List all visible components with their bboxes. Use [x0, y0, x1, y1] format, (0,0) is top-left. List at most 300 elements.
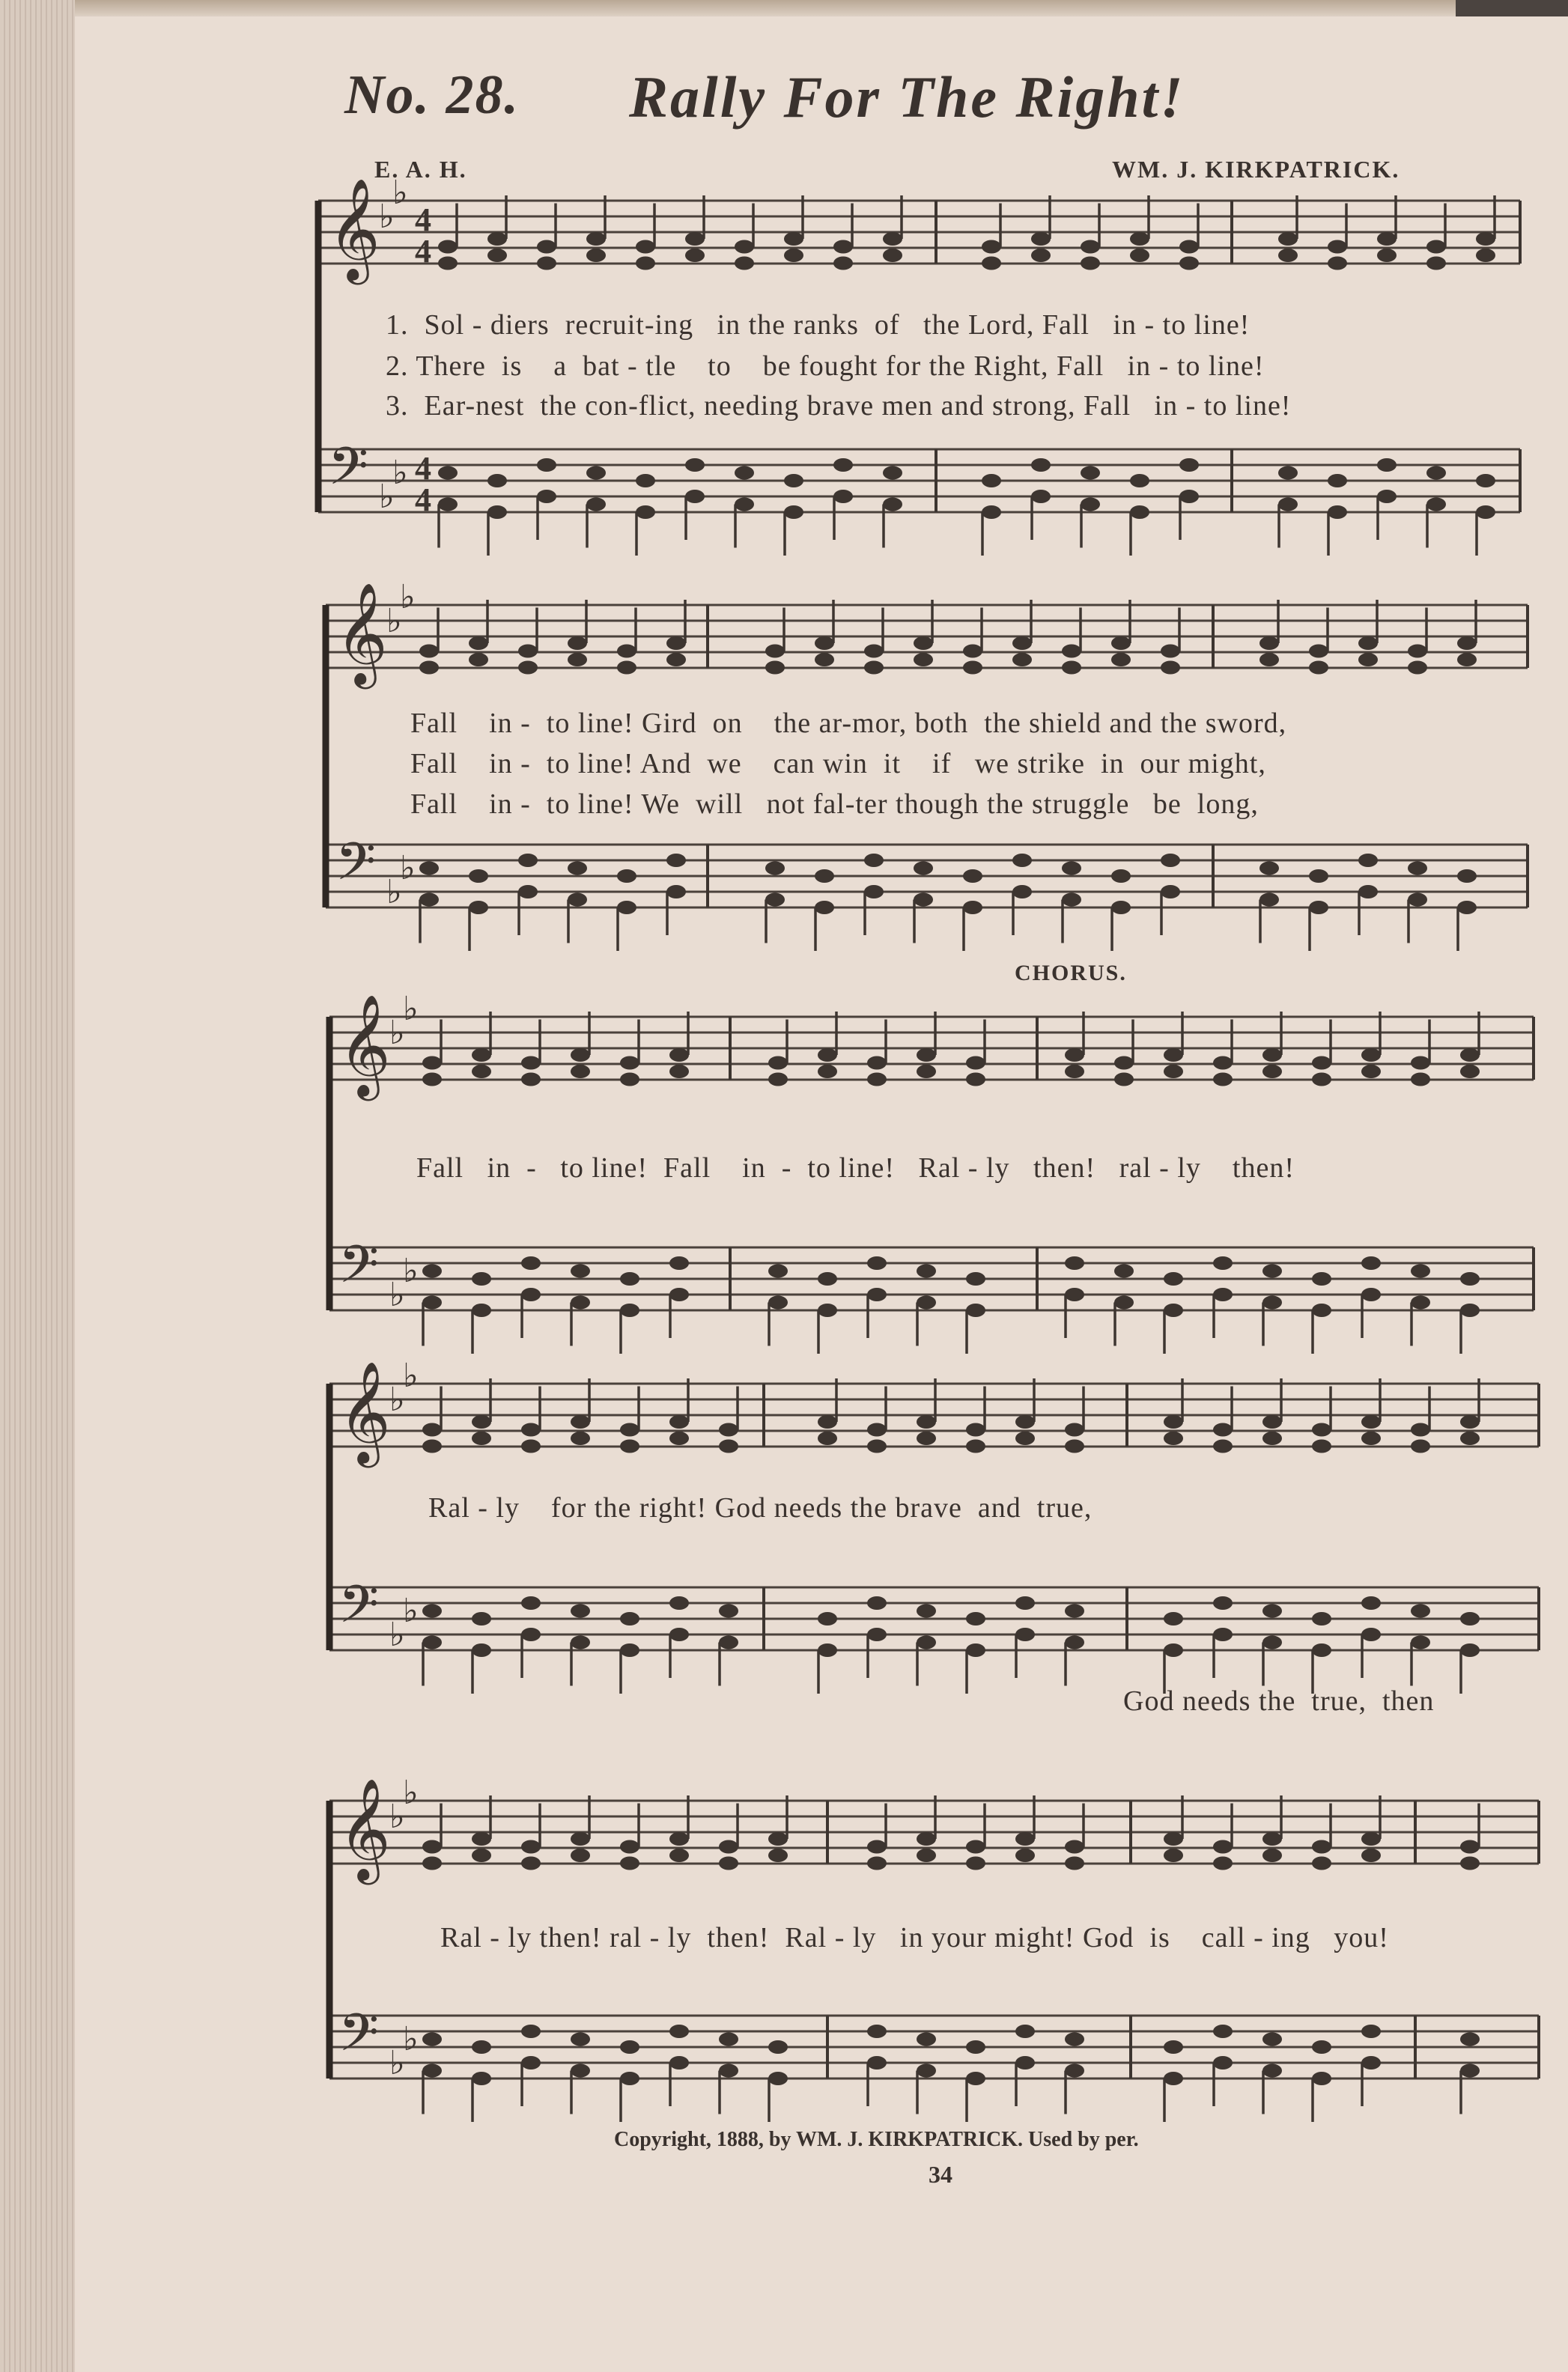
notehead-treble-upper-system-3-14 [1164, 1048, 1183, 1062]
notehead-treble-system-2-18 [1358, 653, 1378, 666]
notehead-bass-lower-system-5-14 [1164, 2072, 1183, 2085]
notehead-bass-system-2-11 [963, 869, 982, 883]
notehead-treble-upper-system-1-5 [636, 240, 655, 254]
notehead-bass-lower-system-1-3 [537, 490, 556, 503]
notehead-treble-system-1-2 [487, 249, 507, 262]
notehead-treble-upper-system-5-17 [1312, 1840, 1331, 1854]
time-signature-top-system-1-treble: 4 [415, 201, 431, 238]
notehead-treble-system-2-15 [1161, 661, 1180, 675]
notehead-bass-system-5-15 [1213, 2025, 1233, 2038]
lyric-verse-3-line-1: 3. Ear-nest the con-flict, needing brave men and strong, Fall in - to line! [386, 390, 1292, 422]
flat-sign-b-system-3-bass: ♭ [389, 1276, 405, 1314]
notehead-bass-system-4-11 [966, 1612, 985, 1626]
time-signature-bottom-system-1-treble: 4 [415, 233, 431, 270]
bass-clef-icon-system-3: 𝄢 [338, 1234, 380, 1307]
notehead-bass-lower-system-3-9 [867, 1288, 887, 1301]
notehead-treble-upper-system-5-4 [571, 1832, 590, 1846]
lyric-verse-2-line-1: 2. There is a bat - tle to be fought for the Right, Fall in - to line! [386, 350, 1265, 382]
notehead-treble-system-4-9 [867, 1440, 887, 1453]
notehead-bass-lower-system-5-9 [867, 2056, 887, 2070]
notehead-bass-system-1-5 [636, 474, 655, 487]
notehead-bass-system-2-3 [518, 854, 538, 867]
flat-sign-b-system-2-treble: ♭ [386, 602, 402, 640]
flat-sign-e-system-1-treble: ♭ [392, 174, 408, 212]
flat-sign-e-system-4-treble: ♭ [403, 1357, 419, 1395]
notehead-treble-upper-system-3-12 [1065, 1048, 1084, 1062]
flat-sign-b-system-4-treble: ♭ [389, 1381, 405, 1419]
hymn-number: No. 28. [344, 64, 520, 126]
flat-sign-e-system-5-treble: ♭ [403, 1774, 419, 1812]
notehead-treble-upper-system-5-8 [768, 1832, 788, 1846]
notehead-bass-system-3-8 [818, 1272, 837, 1286]
notehead-bass-system-4-4 [571, 1605, 590, 1618]
notehead-treble-system-2-11 [963, 661, 982, 675]
notehead-bass-system-4-10 [917, 1605, 936, 1618]
notehead-treble-system-2-20 [1457, 653, 1477, 666]
notehead-bass-lower-system-2-12 [1012, 885, 1032, 898]
notehead-treble-system-1-13 [1081, 257, 1100, 270]
treble-clef-icon-system-1: 𝄞 [328, 177, 380, 280]
notehead-treble-system-2-8 [815, 653, 834, 666]
notehead-bass-lower-system-3-16 [1262, 1296, 1282, 1310]
notehead-treble-upper-system-2-19 [1408, 645, 1427, 658]
notehead-treble-system-5-5 [620, 1857, 639, 1870]
notehead-treble-system-5-12 [1015, 1849, 1035, 1862]
lyric-chorus-line-3: Ral - ly then! ral - ly then! Ral - ly in your might! God is call - ing you! [440, 1922, 1389, 1953]
notehead-treble-upper-system-2-9 [864, 645, 884, 658]
flat-sign-b-system-5-bass: ♭ [389, 2044, 405, 2082]
notehead-bass-system-4-7 [719, 1605, 738, 1618]
notehead-treble-upper-system-3-4 [571, 1048, 590, 1062]
notehead-bass-system-1-14 [1130, 474, 1149, 487]
notehead-bass-lower-system-1-4 [586, 498, 606, 511]
notehead-bass-lower-system-5-16 [1262, 2064, 1282, 2078]
notehead-treble-system-4-8 [818, 1432, 837, 1445]
notehead-treble-system-2-9 [864, 661, 884, 675]
notehead-treble-system-1-9 [833, 257, 853, 270]
treble-clef-icon-system-3: 𝄞 [338, 993, 391, 1096]
notehead-treble-upper-system-5-13 [1065, 1840, 1084, 1854]
notehead-bass-system-1-2 [487, 474, 507, 487]
flat-sign-e-system-3-treble: ♭ [403, 990, 419, 1028]
notehead-treble-upper-system-5-2 [472, 1832, 491, 1846]
notehead-treble-upper-system-4-6 [669, 1415, 689, 1429]
notehead-treble-system-3-11 [966, 1073, 985, 1086]
notehead-bass-system-1-17 [1328, 474, 1347, 487]
notehead-treble-system-1-17 [1328, 257, 1347, 270]
notehead-treble-system-4-18 [1361, 1432, 1381, 1445]
notehead-treble-upper-system-2-1 [419, 645, 439, 658]
notehead-bass-system-3-4 [571, 1265, 590, 1278]
notehead-bass-lower-system-5-11 [966, 2072, 985, 2085]
notehead-bass-system-2-12 [1012, 854, 1032, 867]
notehead-bass-lower-system-3-6 [669, 1288, 689, 1301]
notehead-bass-lower-system-1-2 [487, 505, 507, 519]
notehead-bass-system-5-1 [422, 2033, 442, 2046]
notehead-bass-system-1-19 [1426, 466, 1446, 480]
notehead-treble-system-1-15 [1179, 257, 1199, 270]
notehead-bass-system-1-4 [586, 466, 606, 480]
notehead-treble-system-4-4 [571, 1432, 590, 1445]
notehead-bass-lower-system-2-1 [419, 893, 439, 907]
notehead-bass-lower-system-4-10 [917, 1636, 936, 1649]
notehead-bass-lower-system-1-14 [1130, 505, 1149, 519]
notehead-bass-lower-system-1-8 [784, 505, 803, 519]
notehead-bass-lower-system-4-7 [719, 1636, 738, 1649]
notehead-bass-system-1-11 [982, 474, 1001, 487]
notehead-treble-upper-system-4-10 [917, 1415, 936, 1429]
notehead-bass-lower-system-5-7 [719, 2064, 738, 2078]
bass-clef-icon-system-4: 𝄢 [338, 1574, 380, 1647]
notehead-treble-system-1-5 [636, 257, 655, 270]
notehead-bass-lower-system-1-7 [735, 498, 754, 511]
notehead-bass-system-5-7 [719, 2033, 738, 2046]
notehead-bass-system-1-6 [685, 458, 705, 472]
notehead-bass-lower-system-2-2 [469, 901, 488, 914]
notehead-bass-system-1-16 [1278, 466, 1298, 480]
notehead-bass-lower-system-4-14 [1164, 1643, 1183, 1657]
notehead-treble-system-4-14 [1164, 1432, 1183, 1445]
notehead-treble-system-3-2 [472, 1065, 491, 1078]
bass-clef-icon-system-5: 𝄢 [338, 2002, 380, 2076]
notehead-treble-system-4-12 [1015, 1432, 1035, 1445]
notehead-bass-lower-system-4-2 [472, 1643, 491, 1657]
notehead-bass-lower-system-5-17 [1312, 2072, 1331, 2085]
notehead-treble-system-2-14 [1111, 653, 1131, 666]
flat-sign-b-system-1-treble: ♭ [379, 198, 395, 236]
notehead-bass-lower-system-4-1 [422, 1636, 442, 1649]
notehead-bass-lower-system-2-17 [1309, 901, 1328, 914]
notehead-treble-upper-system-4-11 [966, 1423, 985, 1437]
notehead-treble-upper-system-1-18 [1377, 232, 1397, 246]
notehead-treble-system-4-7 [719, 1440, 738, 1453]
notehead-treble-system-3-4 [571, 1065, 590, 1078]
notehead-bass-system-4-17 [1312, 1612, 1331, 1626]
notehead-treble-system-5-3 [521, 1857, 541, 1870]
notehead-bass-system-1-7 [735, 466, 754, 480]
flat-sign-b-system-1-bass: ♭ [379, 478, 395, 516]
notehead-treble-system-2-19 [1408, 661, 1427, 675]
notehead-treble-system-4-2 [472, 1432, 491, 1445]
notehead-bass-lower-system-3-20 [1460, 1304, 1480, 1317]
notehead-bass-system-4-20 [1460, 1612, 1480, 1626]
notehead-treble-system-4-15 [1213, 1440, 1233, 1453]
notehead-bass-lower-system-2-9 [864, 885, 884, 898]
notehead-treble-upper-system-2-7 [765, 645, 785, 658]
notehead-bass-lower-system-1-12 [1031, 490, 1051, 503]
notehead-treble-upper-system-3-16 [1262, 1048, 1282, 1062]
notehead-treble-system-3-12 [1065, 1065, 1084, 1078]
notehead-bass-lower-system-3-13 [1114, 1296, 1134, 1310]
notehead-treble-system-2-3 [518, 661, 538, 675]
flat-sign-e-system-1-bass: ♭ [392, 454, 408, 492]
notehead-bass-system-3-7 [768, 1265, 788, 1278]
notehead-bass-lower-system-4-13 [1065, 1636, 1084, 1649]
notehead-treble-upper-system-5-19 [1460, 1840, 1480, 1854]
notehead-bass-system-5-17 [1312, 2040, 1331, 2054]
notehead-treble-upper-system-2-16 [1259, 636, 1279, 650]
notehead-treble-upper-system-3-7 [768, 1056, 788, 1070]
notehead-treble-system-1-1 [438, 257, 458, 270]
notehead-treble-upper-system-4-15 [1213, 1423, 1233, 1437]
notehead-treble-upper-system-5-11 [966, 1840, 985, 1854]
notehead-treble-upper-system-3-20 [1460, 1048, 1480, 1062]
lyric-verse-1-line-1: 1. Sol - diers recruit-ing in the ranks of the Lord, Fall in - to line! [386, 309, 1251, 341]
notehead-treble-system-1-12 [1031, 249, 1051, 262]
notehead-bass-system-2-19 [1408, 862, 1427, 875]
notehead-bass-system-1-9 [833, 458, 853, 472]
notehead-bass-lower-system-4-3 [521, 1628, 541, 1641]
notehead-bass-system-3-10 [917, 1265, 936, 1278]
notehead-treble-upper-system-1-20 [1476, 232, 1495, 246]
notehead-bass-lower-system-1-13 [1081, 498, 1100, 511]
notehead-bass-lower-system-2-6 [666, 885, 686, 898]
notehead-bass-lower-system-5-6 [669, 2056, 689, 2070]
notehead-treble-upper-system-5-14 [1164, 1832, 1183, 1846]
notehead-bass-system-2-20 [1457, 869, 1477, 883]
notehead-bass-system-3-6 [669, 1256, 689, 1270]
notehead-bass-lower-system-4-12 [1015, 1628, 1035, 1641]
notehead-bass-lower-system-5-2 [472, 2072, 491, 2085]
notehead-bass-system-4-16 [1262, 1605, 1282, 1618]
notehead-treble-system-5-18 [1361, 1849, 1381, 1862]
notehead-bass-system-4-15 [1213, 1596, 1233, 1610]
notehead-bass-lower-system-1-11 [982, 505, 1001, 519]
notehead-treble-upper-system-2-10 [914, 636, 933, 650]
notehead-bass-lower-system-3-3 [521, 1288, 541, 1301]
notehead-treble-upper-system-4-8 [818, 1415, 837, 1429]
notehead-bass-lower-system-1-18 [1377, 490, 1397, 503]
notehead-bass-system-4-6 [669, 1596, 689, 1610]
notehead-treble-upper-system-2-11 [963, 645, 982, 658]
notehead-bass-lower-system-5-13 [1065, 2064, 1084, 2078]
notehead-treble-upper-system-5-18 [1361, 1832, 1381, 1846]
flat-sign-e-system-2-bass: ♭ [400, 849, 416, 887]
notehead-bass-lower-system-5-8 [768, 2072, 788, 2085]
lyric-verse-3-line-2: Fall in - to line! We will not fal-ter though the struggle be long, [410, 788, 1259, 820]
notehead-treble-upper-system-4-2 [472, 1415, 491, 1429]
notehead-bass-system-5-5 [620, 2040, 639, 2054]
notehead-bass-system-5-8 [768, 2040, 788, 2054]
notehead-treble-upper-system-5-3 [521, 1840, 541, 1854]
notehead-bass-lower-system-4-16 [1262, 1636, 1282, 1649]
notehead-bass-lower-system-2-18 [1358, 885, 1378, 898]
notehead-bass-system-3-9 [867, 1256, 887, 1270]
flat-sign-b-system-3-treble: ♭ [389, 1014, 405, 1052]
notehead-treble-system-5-6 [669, 1849, 689, 1862]
notehead-bass-system-2-2 [469, 869, 488, 883]
notehead-treble-system-1-19 [1426, 257, 1446, 270]
notehead-treble-upper-system-2-2 [469, 636, 488, 650]
notehead-treble-upper-system-2-13 [1062, 645, 1081, 658]
notehead-treble-system-5-17 [1312, 1857, 1331, 1870]
notehead-treble-upper-system-2-12 [1012, 636, 1032, 650]
notehead-bass-system-4-19 [1411, 1605, 1430, 1618]
notehead-bass-lower-system-1-5 [636, 505, 655, 519]
notehead-treble-upper-system-2-8 [815, 636, 834, 650]
notehead-treble-upper-system-5-12 [1015, 1832, 1035, 1846]
notehead-bass-system-2-6 [666, 854, 686, 867]
notehead-bass-system-3-13 [1114, 1265, 1134, 1278]
notehead-bass-system-1-18 [1377, 458, 1397, 472]
notehead-treble-system-2-16 [1259, 653, 1279, 666]
notehead-bass-lower-system-5-5 [620, 2072, 639, 2085]
notehead-treble-upper-system-1-13 [1081, 240, 1100, 254]
notehead-bass-lower-system-2-14 [1111, 901, 1131, 914]
notehead-treble-upper-system-4-17 [1312, 1423, 1331, 1437]
notehead-treble-system-4-19 [1411, 1440, 1430, 1453]
notehead-bass-lower-system-2-16 [1259, 893, 1279, 907]
notehead-treble-system-3-13 [1114, 1073, 1134, 1086]
notehead-treble-upper-system-4-12 [1015, 1415, 1035, 1429]
notehead-treble-system-1-3 [537, 257, 556, 270]
notehead-treble-upper-system-1-11 [982, 240, 1001, 254]
notehead-bass-system-3-15 [1213, 1256, 1233, 1270]
notehead-treble-system-5-14 [1164, 1849, 1183, 1862]
notehead-treble-upper-system-5-10 [917, 1832, 936, 1846]
lyricist-credit: E. A. H. [374, 156, 467, 183]
notehead-treble-upper-system-1-6 [685, 232, 705, 246]
notehead-bass-system-2-14 [1111, 869, 1131, 883]
notehead-bass-system-4-8 [818, 1612, 837, 1626]
notehead-bass-lower-system-4-4 [571, 1636, 590, 1649]
notehead-treble-upper-system-2-5 [617, 645, 636, 658]
notehead-treble-upper-system-3-6 [669, 1048, 689, 1062]
notehead-bass-lower-system-2-7 [765, 893, 785, 907]
notehead-treble-upper-system-3-19 [1411, 1056, 1430, 1070]
notehead-bass-lower-system-1-1 [438, 498, 458, 511]
notehead-bass-system-5-6 [669, 2025, 689, 2038]
notehead-bass-system-2-9 [864, 854, 884, 867]
notehead-bass-lower-system-3-18 [1361, 1288, 1381, 1301]
notehead-treble-system-2-12 [1012, 653, 1032, 666]
notehead-bass-system-5-19 [1460, 2033, 1480, 2046]
notehead-bass-lower-system-4-8 [818, 1643, 837, 1657]
notehead-treble-system-3-19 [1411, 1073, 1430, 1086]
notehead-bass-system-4-5 [620, 1612, 639, 1626]
notehead-treble-upper-system-1-16 [1278, 232, 1298, 246]
notehead-bass-lower-system-4-9 [867, 1628, 887, 1641]
notehead-treble-system-4-1 [422, 1440, 442, 1453]
notehead-treble-upper-system-1-15 [1179, 240, 1199, 254]
notehead-bass-system-1-15 [1179, 458, 1199, 472]
notehead-bass-lower-system-1-15 [1179, 490, 1199, 503]
notehead-bass-system-4-18 [1361, 1596, 1381, 1610]
notehead-bass-lower-system-3-1 [422, 1296, 442, 1310]
notehead-bass-system-5-12 [1015, 2025, 1035, 2038]
notehead-bass-system-1-8 [784, 474, 803, 487]
notehead-treble-system-1-14 [1130, 249, 1149, 262]
time-signature-top-system-1-bass: 4 [415, 450, 431, 487]
notehead-bass-lower-system-1-17 [1328, 505, 1347, 519]
notehead-bass-lower-system-3-4 [571, 1296, 590, 1310]
notehead-treble-system-1-20 [1476, 249, 1495, 262]
notehead-bass-lower-system-5-19 [1460, 2064, 1480, 2078]
notehead-bass-system-5-18 [1361, 2025, 1381, 2038]
notehead-treble-system-4-3 [521, 1440, 541, 1453]
notehead-treble-upper-system-4-5 [620, 1423, 639, 1437]
lyric-chorus-line-1: Fall in - to line! Fall in - to line! Ral - ly then! ral - ly then! [416, 1152, 1295, 1184]
page-number: 34 [929, 2161, 952, 2188]
notehead-treble-upper-system-1-3 [537, 240, 556, 254]
notehead-bass-system-5-9 [867, 2025, 887, 2038]
notehead-bass-system-2-15 [1161, 854, 1180, 867]
notehead-bass-lower-system-2-15 [1161, 885, 1180, 898]
notehead-bass-system-5-11 [966, 2040, 985, 2054]
notehead-treble-upper-system-5-9 [867, 1840, 887, 1854]
notehead-bass-lower-system-2-8 [815, 901, 834, 914]
notehead-bass-lower-system-3-7 [768, 1296, 788, 1310]
notehead-treble-upper-system-4-14 [1164, 1415, 1183, 1429]
notehead-treble-system-3-17 [1312, 1073, 1331, 1086]
notehead-treble-system-5-4 [571, 1849, 590, 1862]
notehead-treble-upper-system-1-9 [833, 240, 853, 254]
notehead-treble-upper-system-3-9 [867, 1056, 887, 1070]
notehead-treble-system-5-11 [966, 1857, 985, 1870]
notehead-treble-upper-system-2-17 [1309, 645, 1328, 658]
treble-clef-icon-system-2: 𝄞 [335, 581, 388, 684]
notehead-treble-upper-system-1-8 [784, 232, 803, 246]
notehead-treble-upper-system-4-4 [571, 1415, 590, 1429]
notehead-treble-upper-system-1-14 [1130, 232, 1149, 246]
notehead-treble-upper-system-1-1 [438, 240, 458, 254]
notehead-bass-system-3-18 [1361, 1256, 1381, 1270]
notehead-bass-system-5-3 [521, 2025, 541, 2038]
notehead-bass-system-2-16 [1259, 862, 1279, 875]
notehead-treble-upper-system-2-14 [1111, 636, 1131, 650]
flat-sign-b-system-4-bass: ♭ [389, 1616, 405, 1654]
notehead-bass-system-3-17 [1312, 1272, 1331, 1286]
notehead-bass-system-5-13 [1065, 2033, 1084, 2046]
notehead-bass-lower-system-4-19 [1411, 1636, 1430, 1649]
notehead-treble-system-1-16 [1278, 249, 1298, 262]
notehead-treble-upper-system-3-18 [1361, 1048, 1381, 1062]
notehead-treble-upper-system-5-5 [620, 1840, 639, 1854]
notehead-bass-system-5-10 [917, 2033, 936, 2046]
notehead-treble-upper-system-1-19 [1426, 240, 1446, 254]
notehead-bass-lower-system-3-14 [1164, 1304, 1183, 1317]
notehead-treble-system-3-16 [1262, 1065, 1282, 1078]
notehead-treble-system-3-15 [1213, 1073, 1233, 1086]
notehead-treble-upper-system-4-16 [1262, 1415, 1282, 1429]
notehead-treble-upper-system-5-7 [719, 1840, 738, 1854]
notehead-treble-system-2-6 [666, 653, 686, 666]
notehead-treble-upper-system-3-3 [521, 1056, 541, 1070]
notehead-treble-system-4-17 [1312, 1440, 1331, 1453]
lyric-verse-1-line-2: Fall in - to line! Gird on the ar-mor, both the shield and the sword, [410, 708, 1287, 739]
notehead-treble-system-2-5 [617, 661, 636, 675]
lyric-chorus-line-2: Ral - ly for the right! God needs the brave and true, [428, 1492, 1093, 1524]
notehead-bass-system-5-14 [1164, 2040, 1183, 2054]
notehead-treble-system-1-6 [685, 249, 705, 262]
notehead-bass-lower-system-2-20 [1457, 901, 1477, 914]
notehead-bass-lower-system-5-18 [1361, 2056, 1381, 2070]
notehead-treble-upper-system-1-12 [1031, 232, 1051, 246]
notehead-treble-system-5-2 [472, 1849, 491, 1862]
notehead-treble-system-3-1 [422, 1073, 442, 1086]
notehead-treble-system-3-5 [620, 1073, 639, 1086]
notehead-bass-system-2-10 [914, 862, 933, 875]
notehead-bass-lower-system-5-1 [422, 2064, 442, 2078]
notehead-treble-system-2-2 [469, 653, 488, 666]
hymn-title: Rally For The Right! [629, 64, 1185, 130]
notehead-bass-system-3-19 [1411, 1265, 1430, 1278]
notehead-bass-system-4-3 [521, 1596, 541, 1610]
notehead-treble-system-5-16 [1262, 1849, 1282, 1862]
notehead-treble-upper-system-2-4 [568, 636, 587, 650]
notehead-treble-system-3-20 [1460, 1065, 1480, 1078]
notehead-treble-system-5-13 [1065, 1857, 1084, 1870]
